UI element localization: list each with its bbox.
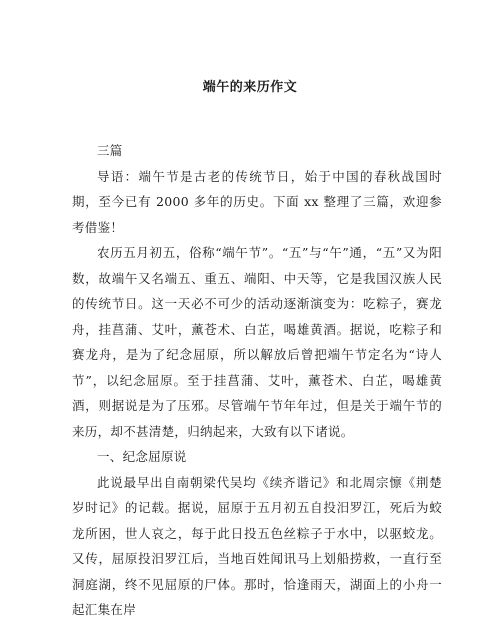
document-body [72,138,442,623]
subheading: 一、纪念屈原说 [97,449,187,464]
origin-paragraph: 农历五月初五，俗称“端午节”。“五”与“午”通，“五”又为阳数，故端午又名端五、重五、端阳、中天等，它是我国汉族人民的传统节日。这一天必不可少的活动逐渐演变为：吃粽子，赛龙舟，挂菖蒲、艾叶，薰苍术、白芷，喝雄黄酒。据说，吃粽子和赛龙舟，是为了纪念屈原，所以解放后曾把端午节定名为“诗人节”，以纪念屈原。至于挂菖蒲、艾叶，薰苍术、白芷，喝雄黄酒，则据说是为了压邪。尽管端午节年年过，但是关于端午节的来历，却不甚清楚，归纳起来，大致有以下诸说。 [72,245,442,439]
quyuan-paragraph: 此说最早出自南朝梁代吴均《续齐谐记》和北周宗懔《荆楚岁时记》的记载。据说，屈原于五月初五自投汨罗江，死后为蛟龙所困，世人哀之，每于此日投五色丝粽子于水中，以驱蛟龙。又传，屈原投汨罗江后，当地百姓闻讯马上划船捞救，一直行至洞庭湖，终不见屈原的尸体。那时，恰逢雨天，湖面上的小舟一起汇集在岸 [72,474,442,617]
intro-paragraph: 导语：端午节是古老的传统节日，始于中国的春秋战国时期，至今已有 2000 多年的历史。下面 xx 整理了三篇，欢迎参考借鉴！ [72,168,442,235]
document-title: 端午的来历作文 [202,80,298,95]
section-label: 三篇 [97,143,123,158]
